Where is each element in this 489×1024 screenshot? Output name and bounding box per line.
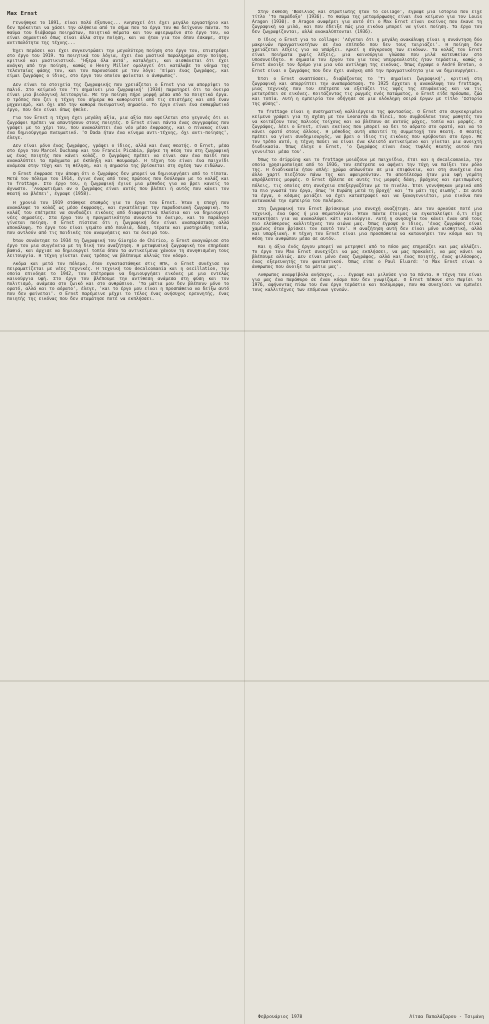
paragraph: Έχει περάσει και έχει συγκεντρώσει την μεγαλύτερη ποίηση στο έργο του, επιστρέφει στο έργο του 1919. Τα ποιητικά του λόγια, έχει ένα μυστικό παραλήρημα στην ποίηση, κριτικό και μυστικιστικό. 'Ήξερα όλα αυτά', καταλήγει, και αισθάνεται ότι έχει ανάγκη από την ποίηση, καθώς ο Henry Miller ομολογεί ότι κατάλαβε το νόημα της τελευταίας φάσης του, και του παρουσίασε με τον λόγο: 'Είμαι ένας ζωγράφος, και είμαι ζωγράφος ο ίδιος, στο έργο του οποίου φαίνεται ο άνθρωπος'. [7, 49, 229, 80]
paragraph: Στην έκθεση 'Βασιλιάς και στρατιώτης ήταν το collage', έγραψε μια ιστορία που είχε τίτλο 'Το παράδοξο' (1936). Το θαύμα της μεταμόρφωσης είναι ένα κείμενο για τον Louis Aragon (1930). Ο Aragon αναφέρει για αυτό ότι ο Max Ernst είναι εκείνος που έκανε τη ζωγραφική να μιλά, και που έδειξε πώς μια εικόνα μπορεί να γίνει ποίηση. Τα έργα του δεν ζωγραφίζονται, αλλά ανακαλύπτονται (1936). [252, 10, 482, 36]
left-column [7, 10, 229, 1014]
paragraph: Δεν είναι τα στοιχεία της ζωγραφικής που χρειάζεται ο Ernst για να απορρίψει το παλιό. Στο κείμενό του 'Τι σημαίνει μια ζωγραφική' (1934) παρατηρεί ότι τα όνειρα είναι μια βιολογική λειτουργία. Με την ποίηση πήρε μορφή μέσα από τα ποιητικά έργα. Ο τρόπος που ζει η τέχνη του σήμερα θα καθοριστεί από τις επιστήμες και από έναν μηχανισμό, και όχι από την καθαρά πνευματική σημασία. Το έργο είναι ένα εκθαμβωτικό έργο, που δεν είναι όπως ήθελε. [7, 82, 229, 113]
paragraph: Στη ζωγραφική του Ernst βρίσκουμε μια συνεχή αναζήτηση. Δεν του αρκούσε ποτέ μια τεχνική, ένα ύφος ή μια θεματολογία. Ήταν πάντα έτοιμος να εγκαταλείψει ό,τι είχε κατακτήσει για να ανακαλύψει κάτι καινούργιο. Αυτή η ανησυχία τον κάνει έναν από τους πιο ελεύθερους καλλιτέχνες του αιώνα μας. Όπως έγραψε ο ίδιος, 'ένας ζωγράφος είναι χαμένος όταν βρίσκει τον εαυτό του'. Η αναζήτηση αυτή δεν είναι μόνο αισθητική, αλλά και υπαρξιακή. Η τέχνη του Ernst είναι μια προσπάθεια να κατανοήσει τον κόσμο και τη θέση του ανθρώπου μέσα σε αυτόν. [252, 206, 482, 242]
right-column [252, 10, 482, 1014]
paragraph: Ο Ernst έκφρασε την άποψη ότι ο ζωγράφος δεν μπορεί να δημιουργήσει από το τίποτα. Μετά τον πόλεμο του 1914, έγινε ένας από τους πρώτους που δούλεψαν με το κολάζ και το frottage. Στο έργο του, η ζωγραφική έγινε μια μέθοδος για να βρει κανείς το άγνωστο. 'Αναρωτιέμαι αν ο ζωγράφος είναι αυτός που βλέπει ή αυτός που κάνει τον θεατή να βλέπει', έγραψε (1958). [7, 172, 229, 198]
paragraph: Όταν συνάντησε το 1934 τη ζωγραφική του Giorgio de Chirico, ο Ernst αναγνώρισε στο έργο του μια συγγένεια με τη δική του αναζήτηση. Η μεταφυσική ζωγραφική τον επηρέασε βαθιά, και άρχισε να δημιουργεί τοπία όπου τα αντικείμενα χάνουν τη συνηθισμένη τους λειτουργία. Η τέχνη γίνεται ένας τρόπος να βλέπουμε αλλιώς τον κόσμο. [7, 238, 229, 259]
article-title: Max Ernst [7, 11, 38, 17]
paragraph: Και η άξια ένός έργου μπορεί να μετρηθεί από το πόσο μας επηρεάζει και μας αλλάζει. Το έργο του Max Ernst συνεχίζει να μας εκπλήσσει, να μας προκαλεί, να μας κάνει να βλέπουμε αλλιώς. Δεν είναι μόνο ένας ζωγράφος, αλλά και ένας ποιητής, ένας φιλόσοφος, ένας εξερευνητής του φανταστικού. Όπως είπε ο Paul Eluard: 'Ο Max Ernst είναι ο άνθρωπος που άνοιξε τα μάτια μας'. [252, 245, 482, 271]
paragraph: Η χρονιά του 1919 στάθηκε σταθμός για το έργο του Ernst. Ήταν η εποχή που ανακάλυψε το κολάζ ως μέσο έκφρασης, και εγκατέλειψε την παραδοσιακή ζωγραφική. Το κολάζ του επέτρεπε να συνδυάζει εικόνες από διαφορετικά πλαίσια και να δημιουργεί νέες σημασίες. Στα έργα του η πραγματικότητα συναντά το όνειρο, και το παράλογο γίνεται ποίηση. Ο Ernst πίστευε ότι η ζωγραφική δεν είναι αναπαράσταση αλλά αποκάλυψη. Το έργο του είναι γεμάτο από πουλιά, δάση, τέρατα και μυστηριώδη τοπία, που αντλούν από τις παιδικές του αναμνήσεις και τα όνειρά του. [7, 200, 229, 236]
paragraph: Για τον Ernst η τέχνη έχει μεγάλη αξία, μια αξία που οφείλεται στο γεγονός ότι οι ζωγράφοι πρέπει να απαντήσουν στους ποιητές. Ο Ernst είναι πάντα ένας συγγραφέας που γράφει με το χέρι του, που ανακαλύπτει ένα νέο μέσο έκφρασης, και ο πίνακας είναι ένα δημιούργημα πνευματικό. 'Ο Dada ήταν ένα κίνημα αντι-τέχνης, όχι αντι-ποίησης', έλεγε. [7, 115, 229, 141]
publication-date: Φεβρουάριος 1978 [258, 1015, 303, 1020]
paragraph: Το frottage είναι η συστηματική καλλιέργεια της φαντασίας. Ο Ernst στο συγκεκριμένο κείμενο γράφει για τη σχέση με τον Leonardo da Vinci, που συμβούλευε τους μαθητές του να κοιτάζουν τους παλιούς τοίχους και να βλέπουν σε αυτούς μάχες, τοπία και μορφές. Ο ζωγράφος, λέει ο Ernst, είναι εκείνος που μπορεί να δει το αόρατο στο ορατό, και να το κάνει ορατό στους άλλους. Η μέθοδος αυτή απαιτεί τη συμμετοχή του θεατή. Ο θεατής πρέπει να γίνει συνδημιουργός, να βρει ο ίδιος τις εικόνες που κρύβονται στο έργο. Με τον τρόπο αυτό, η τέχνη παύει να είναι ένα κλειστό αντικείμενο και γίνεται μια ανοιχτή διαδικασία. Όπως έλεγε ο Ernst, 'ο ζωγράφος είναι ένας τυφλός θεατής αυτού που γεννιέται μέσα του'. [252, 109, 482, 156]
article-footer [258, 1014, 484, 1022]
paragraph: Ο ίδιος ο Ernst για το collage: 'Λέγεται ότι η μεγάλη ανακάλυψη είναι η συνάντηση δύο μακρινών πραγματικοτήτων σε ένα επίπεδο που δεν τους ταιριάζει'. Η ποίηση δεν χρειάζεται λέξεις για να υπάρξει. Αρκεί η σύγκρουση των εικόνων. Τα κολάζ του Ernst είναι ποιήματα χωρίς λέξεις, μια καινούργια γλώσσα που μιλά κατευθείαν στο υποσυνείδητο. Η σημασία του έργου του για τους υπερρεαλιστές ήταν τεράστια, καθώς ο Ernst άνοιξε τον δρόμο για μια νέα αντίληψη της εικόνας. Όπως έγραψε ο André Breton, ο Ernst είναι ο ζωγράφος που δεν έχει ανάγκη από την πραγματικότητα για να δημιουργήσει. [252, 38, 482, 74]
paragraph: Ακόμα και μετά τον πόλεμο, όταν εγκαταστάθηκε στις ΗΠΑ, ο Ernst συνέχισε να πειραματίζεται με νέες τεχνικές. Η τεχνική του decalcomania και η oscillation, την οποία επινόησε το 1942, του επέτρεψαν να δημιουργήσει εικόνες με μια εντελώς καινούργια υφή. Στο έργο του βλέπουμε την αντίθεση ανάμεσα στη φύση και τον πολιτισμό, ανάμεσα στο ζωικό και στο ανθρώπινο. 'Τα μάτια μου δεν βλέπουν μόνο το ορατό, αλλά και το αόρατο', έλεγε, 'και το έργο μου είναι η προσπάθεια να δείξω αυτό που δεν φαίνεται'. Ο Ernst παρέμεινε μέχρι το τέλος ένας ανήσυχος ερευνητής, ένας ποιητής της εικόνας που δεν σταμάτησε ποτέ να εκπλήσσει. [7, 262, 229, 303]
column-divider [244, 0, 245, 1024]
paragraph: Όπως το dripping και το frottage μοιάζουν με παιχνίδια, έτσι και η decalcomania, την οποία χρησιμοποίησε από το 1936, του επέτρεπε να αφήνει την τύχη να παίξει τον ρόλο της. Η διαδικασία ήταν απλή: χρώμα απλωνόταν σε μια επιφάνεια, και στη συνέχεια ένα άλλο χαρτί πιεζόταν πάνω της και αφαιρούνταν. Το αποτέλεσμα ήταν μια υφή γεμάτη απρόβλεπτες μορφές. Ο Ernst έβλεπε σε αυτές τις μορφές δάση, βράχους και ερειπωμένες πόλεις, τις οποίες στη συνέχεια επεξεργαζόταν με το πινέλο. Έτσι γεννήθηκαν μερικά από τα πιο γνωστά του έργα, όπως 'Η Ευρώπη μετά τη βροχή' και 'Το μάτι της σιωπής'. Σε αυτά τα έργα, ο κόσμος μοιάζει να έχει καταστραφεί και να ξαναγεννιέται, μια εικόνα που αντανακλά την εμπειρία του πολέμου. [252, 158, 482, 204]
author-name: Λίτσα Παπαλάζαρου - Τσιμάνη [409, 1015, 484, 1020]
paragraph: Δεν είναι μόνο ένας ζωγράφος, γράφει ο ίδιος, αλλά και ένας θεατής. Ο Ernst, μέσα στο έργο του Marcel Duchamp και του Francis Picabia, βρήκε τη θέση του στη ζωγραφική ως ένας ποιητής που κάνει κολάζ. Ο ζωγράφος πρέπει να είναι σαν ένα παιδί που ανακαλύπτει τα πράγματα με έκπληξη και θαυμασμό. Η τέχνη του είναι ένα παιχνίδι ανάμεσα στην τύχη και τη θέληση, και η σημασία της βρίσκεται στη σχέση των ειδώλων. [7, 144, 229, 170]
paragraph: Ανθρωπος αναμφίβολα ανήσυχος, ... έγραψε και μιλούσε για τα πάντα. Η τέχνη του είναι για μας ένα παράθυρο σε έναν κόσμο που δεν γνωρίζαμε. Ο Ernst πέθανε στο Παρίσι το 1976, αφήνοντας πίσω του ένα έργο τεράστιο και πολύμορφο, που θα συνεχίσει να εμπνέει τους καλλιτέχνες των επόμενων γενεών. [252, 273, 482, 294]
paragraph: Γεννήθηκε το 1891, είναι πολύ έξυπνος... Ανησυχεί ότι έχει μεγάλο εργαστήριο και δεν πρόκειται να χάσει την αλήθεια από το σήμα που τα έργα του θα δείχνουν πάντα. Το θαύμα του διάβασμα ποιημάτων, ποιητικά θέματα και τον αφιερωμένο στο έργο του, να είναι σημαντικό όπως είναι άλλα στην ποίηση, και να ήταν για τον όπου έσκαψε, στην αντιπαλότητα της τέχνης... [7, 21, 229, 47]
paragraph: Έτσι ο Ernst αναπτύσσει, διαβάζοντας το 'Τι σημαίνει ζωγραφική', κριτική στη ζωγραφική και απορρίπτει την αναπαράσταση. Το 1925 έρχεται η ανακάλυψη του frottage, μιας τεχνικής που του επέτρεπε να εξετάζει τις υφές της επιφάνειας και να τις μετατρέπει σε εικόνες. Κοιτάζοντας τις ρωγμές ενός πατώματος, ο Ernst είδε πρόσωπα, ζώα και τοπία. Αυτή η εμπειρία τον οδήγησε σε μια ολόκληρη σειρά έργων με τίτλο 'Ιστορία της φύσης'. [252, 76, 482, 107]
